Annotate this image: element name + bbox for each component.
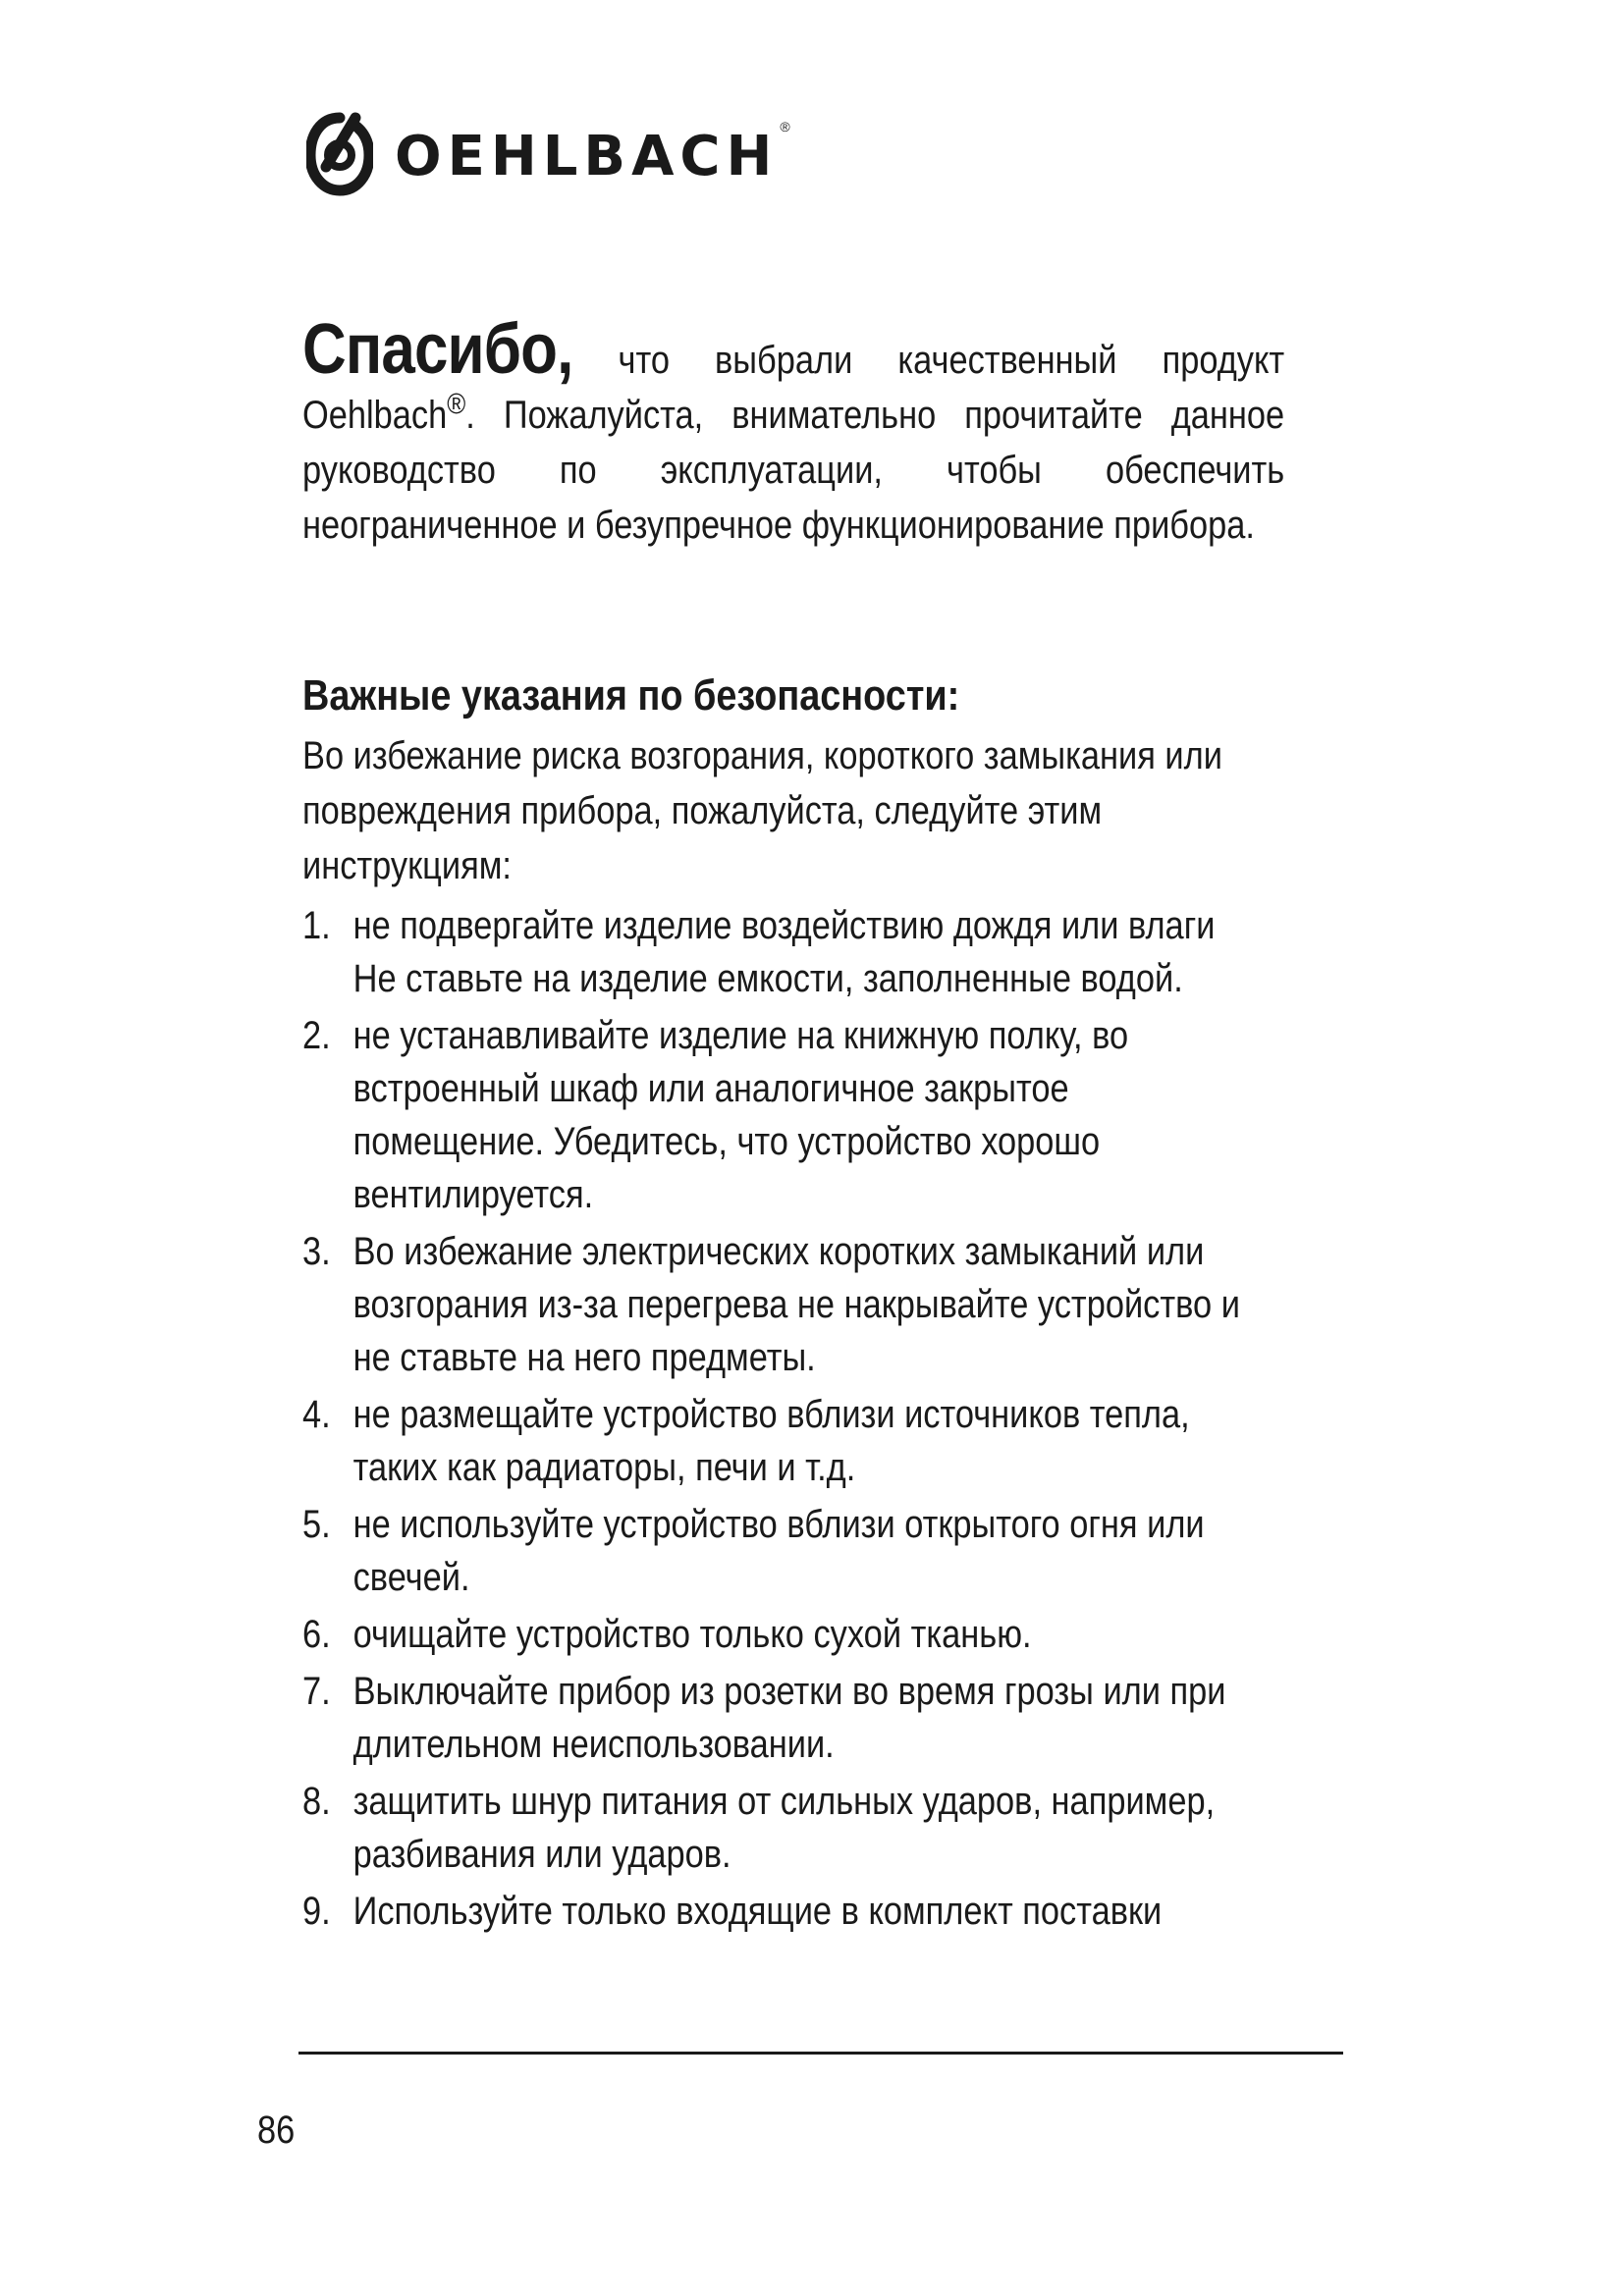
safety-heading: Важные указания по безопасности: [302,671,960,720]
intro-text-start: что выбрали качественный продукт Oehlbach [302,339,1285,437]
list-item [302,1665,1257,1771]
list-item-number: 9. [302,1890,331,1933]
list-item [302,1608,1257,1661]
list-item [302,1498,1257,1604]
list-item-text: не используйте устройство вблизи открытого огня или свечей. [352,1503,1205,1599]
brand-name: OEHLBACH [395,124,779,188]
oehlbach-emblem-icon [306,112,373,196]
list-item-text: не устанавливайте изделие на книжную полку, во встроенный шкаф или аналогичное закрытое помещение. Убедитесь, что устройство хорошо вентилируется. [352,1014,1129,1216]
list-item [302,1885,1257,1938]
list-item-number: 3. [302,1230,331,1273]
list-item [302,1009,1257,1221]
list-item-number: 4. [302,1393,331,1436]
list-item-text: Выключайте прибор из розетки во время грозы или при длительном неиспользовании. [352,1670,1226,1766]
list-item [302,1388,1257,1494]
safety-list [302,899,1257,1942]
list-item-text: Во избежание электрических коротких замыканий или возгорания из-за перегрева не накрывайте устройство и не ставьте на него предметы. [352,1230,1240,1379]
list-item-number: 7. [302,1670,331,1713]
intro-text-end: . Пожалуйста, внимательно прочитайте данное руководство по эксплуатации, чтобы обеспечить неограниченное и безупречное функционирование прибора. [302,394,1285,547]
brand-logo [306,110,790,198]
footer-divider [298,2052,1343,2055]
list-item-number: 1. [302,904,331,947]
intro-registered-mark: ® [447,388,466,421]
list-item-text: не подвергайте изделие воздействию дождя или влаги Не ставьте на изделие емкости, заполненные водой. [352,904,1216,1000]
list-item [302,899,1257,1005]
list-item-text: не размещайте устройство вблизи источников тепла, таких как радиаторы, печи и т.д. [352,1393,1190,1489]
list-item [302,1225,1257,1384]
list-item-text: Используйте только входящие в комплект поставки [352,1890,1163,1933]
page-number: 86 [257,2109,296,2152]
list-item-text: защитить шнур питания от сильных ударов, например, разбивания или ударов. [352,1780,1216,1876]
list-item-number: 6. [302,1613,331,1656]
intro-paragraph [302,310,1285,553]
intro-lead: Спасибо, [302,310,573,389]
list-item-number: 8. [302,1780,331,1823]
list-item-number: 5. [302,1503,331,1546]
list-item [302,1775,1257,1881]
list-item-number: 2. [302,1014,331,1057]
brand-registered-mark: ® [780,119,790,134]
list-item-text: очищайте устройство только сухой тканью. [352,1613,1032,1656]
safety-intro: Во избежание риска возгорания, короткого замыкания или повреждения прибора, пожалуйста, следуйте этим инструкциям: [302,734,1222,887]
